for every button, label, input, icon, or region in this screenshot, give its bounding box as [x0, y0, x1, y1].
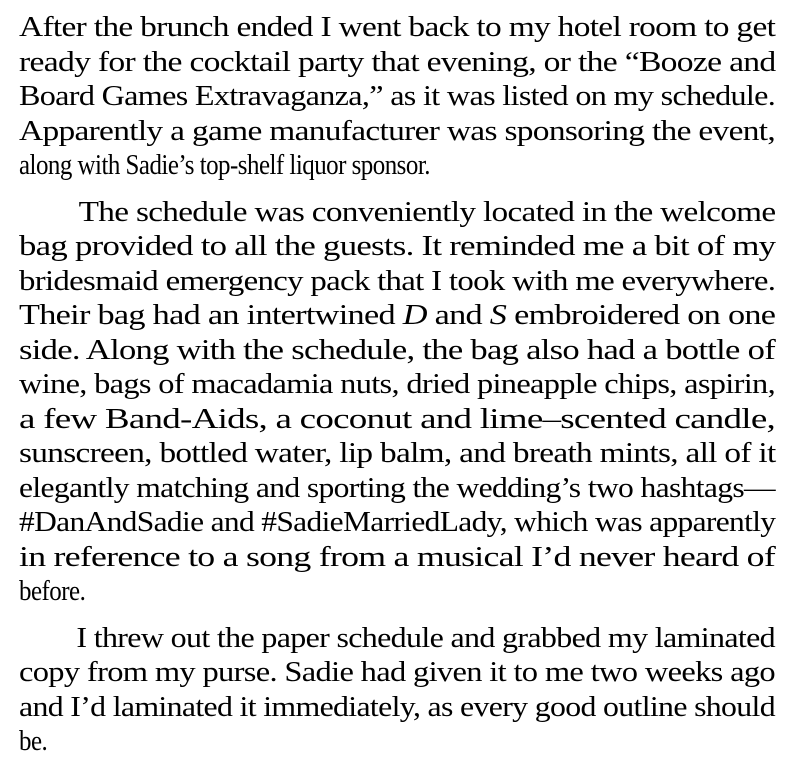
paragraph-3: [19, 621, 775, 759]
text-line: copy from my purse. Sadie had given it to me two weeks ago: [19, 656, 775, 688]
text-line: in reference to a song from a musical I’d never heard of: [19, 540, 775, 573]
italic-letter-d: D: [402, 299, 427, 331]
paragraph-1: [19, 10, 775, 183]
text-fragment: Their bag had an intertwined: [19, 299, 403, 331]
text-fragment: and: [426, 299, 490, 331]
text-line: wine, bags of macadamia nuts, dried pineapple chips, aspirin,: [19, 368, 775, 400]
text-line: #DanAndSadie and #SadieMarriedLady, which was apparently: [19, 506, 776, 538]
text-line: elegantly matching and sporting the wedding’s two hashtags—: [19, 471, 776, 504]
text-line: a few Band-Aids, a coconut and lime–scented candle,: [19, 402, 775, 435]
paragraph-2: [19, 195, 775, 609]
text-line: I threw out the paper schedule and grabbed my laminated: [76, 621, 776, 654]
text-line: be.: [19, 725, 48, 757]
text-line: before.: [19, 575, 86, 607]
text-line: along with Sadie’s top-shelf liquor sponsor.: [19, 149, 430, 181]
text-line-with-italics: [19, 298, 775, 333]
text-line: side. Along with the schedule, the bag also had a bottle of: [19, 333, 775, 366]
text-line: and I’d laminated it immediately, as every good outline should: [19, 690, 775, 723]
text-line: Apparently a game manufacturer was sponsoring the event,: [19, 114, 775, 147]
text-line: Board Games Extravaganza,” as it was listed on my schedule.: [19, 80, 776, 112]
text-line: The schedule was conveniently located in the welcome: [78, 195, 776, 228]
text-line: sunscreen, bottled water, lip balm, and breath mints, all of it: [19, 437, 776, 469]
text-line: After the brunch ended I went back to my hotel room to get: [19, 11, 776, 43]
book-page: [19, 10, 775, 771]
italic-letter-s: S: [489, 299, 507, 331]
text-line: ready for the cocktail party that evening, or the “Booze and: [19, 45, 776, 78]
text-line: bridesmaid emergency pack that I took with me everywhere.: [19, 264, 776, 297]
text-fragment: embroidered on one: [506, 299, 776, 331]
text-line: bag provided to all the guests. It reminded me a bit of my: [19, 230, 776, 262]
